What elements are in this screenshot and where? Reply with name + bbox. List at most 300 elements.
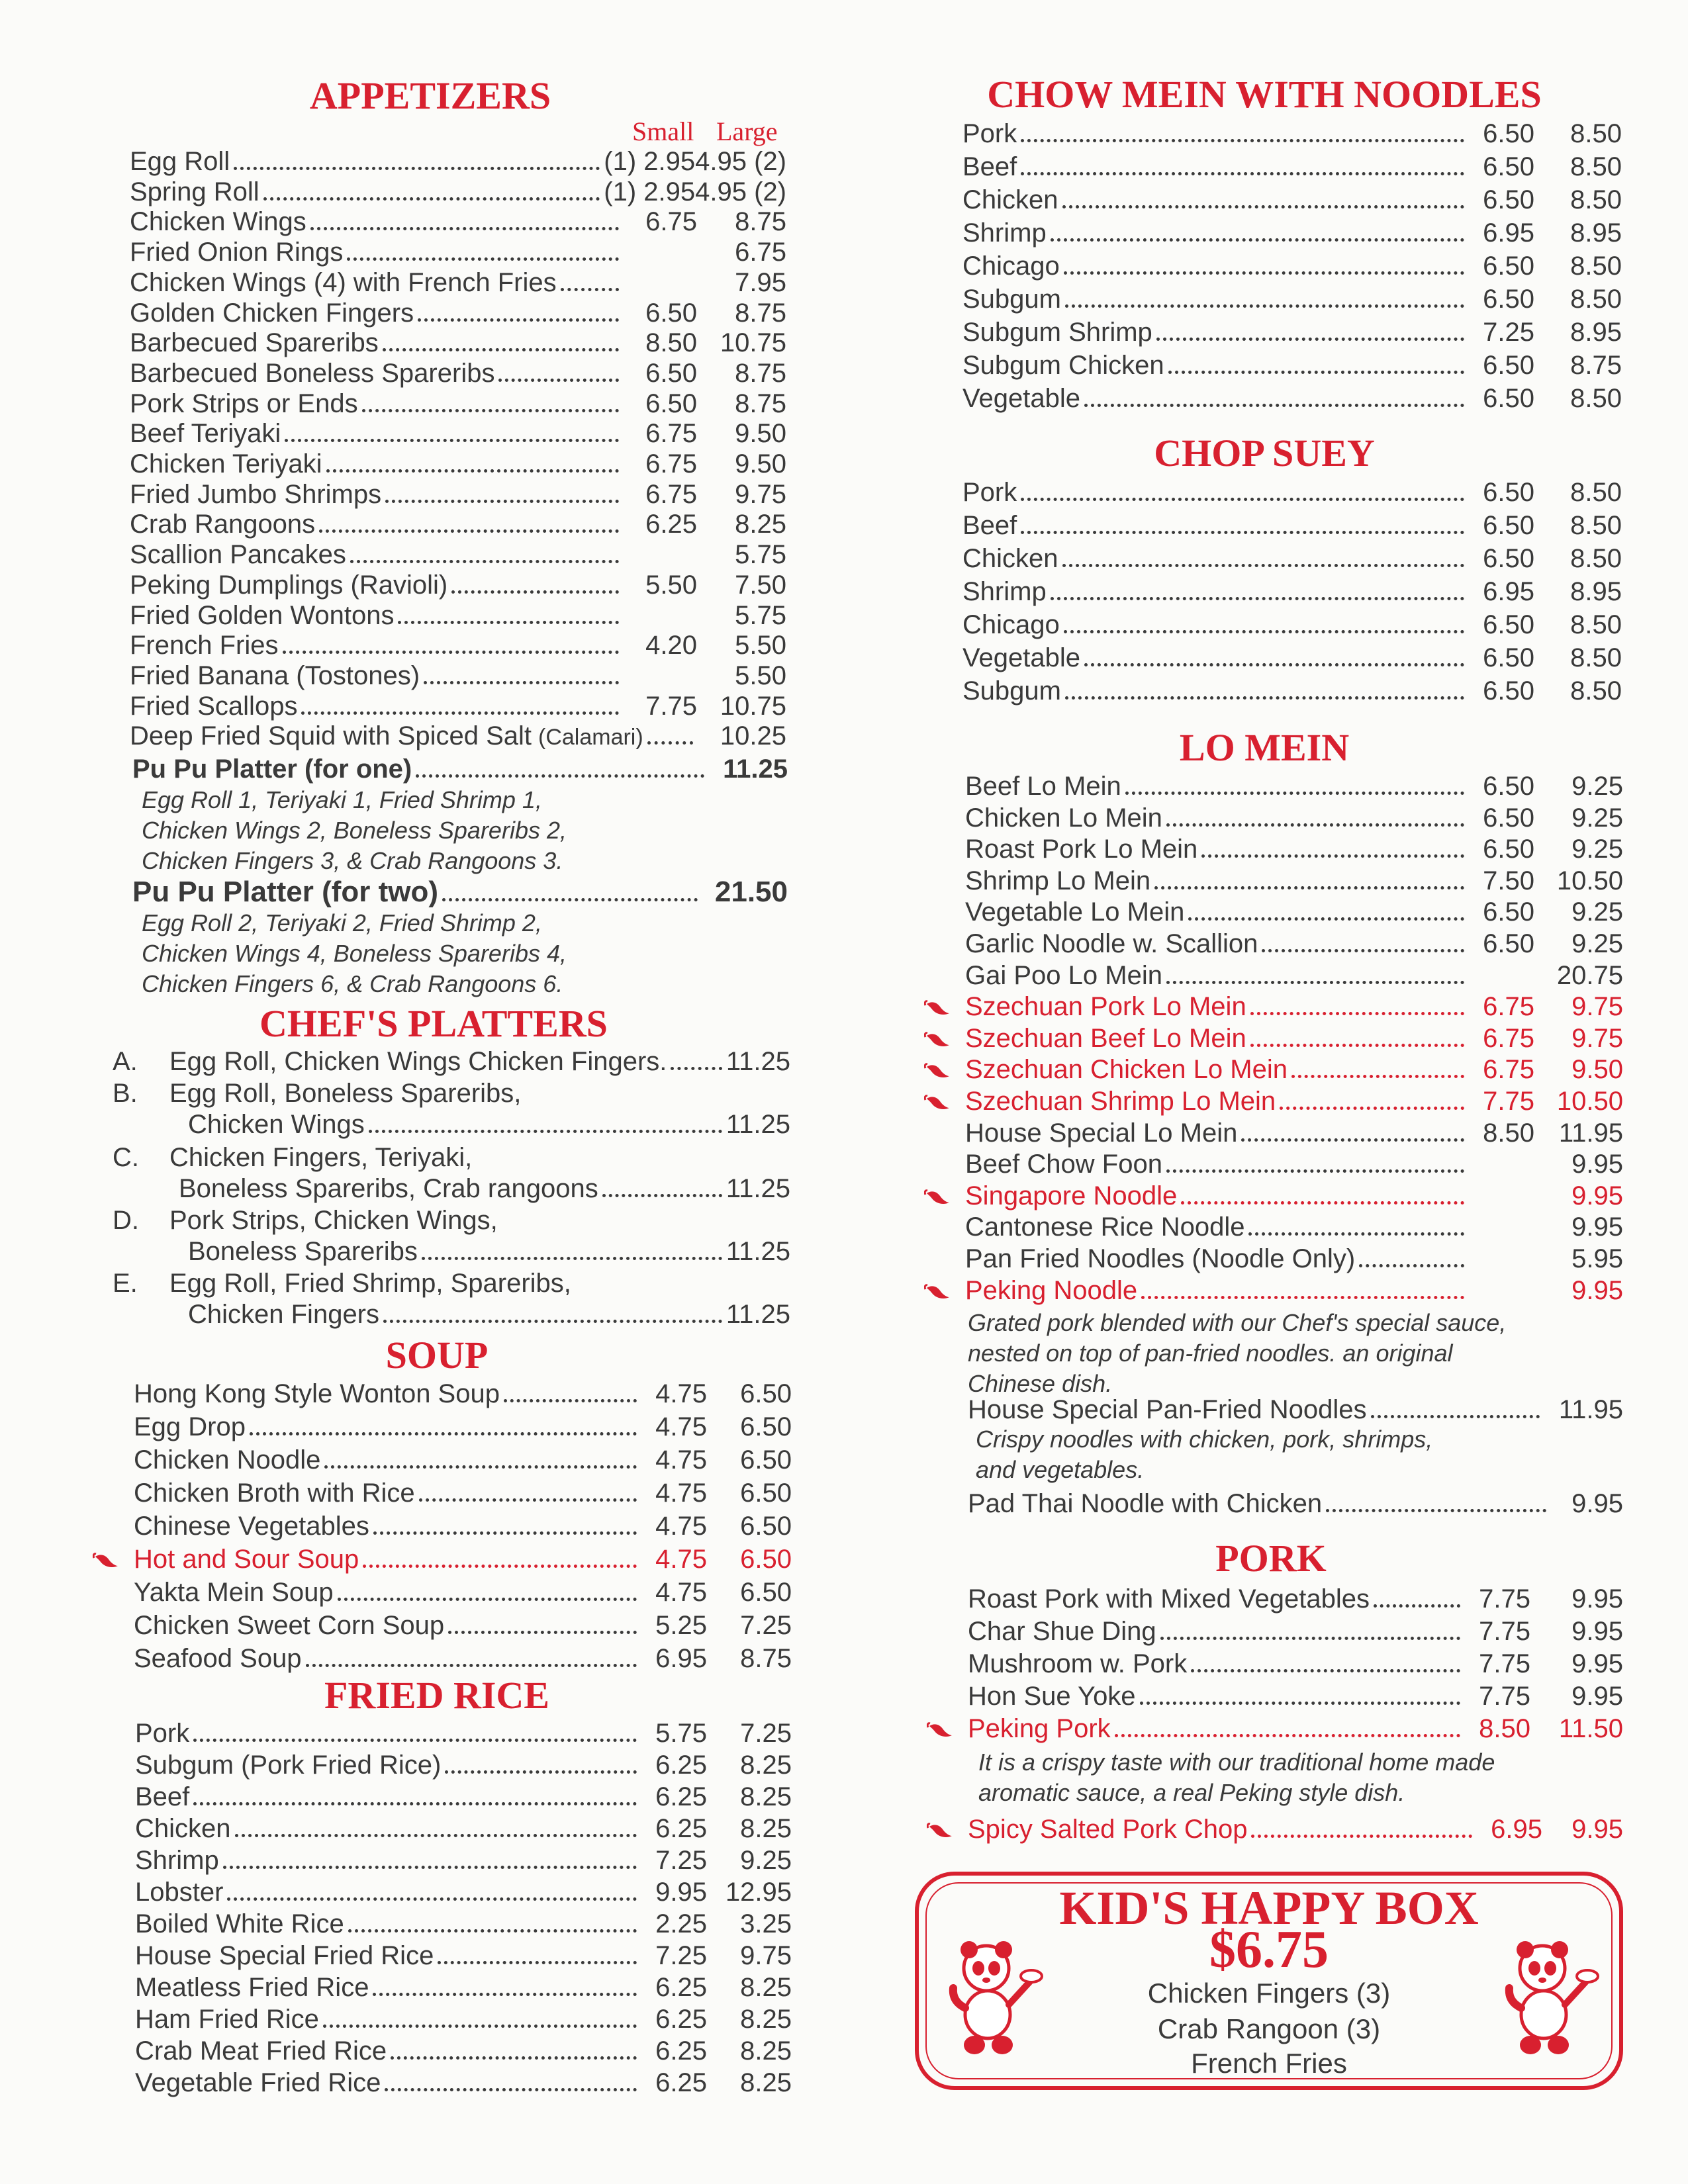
- price-large: 6.50: [740, 1379, 792, 1408]
- item-name: Egg Drop: [134, 1412, 246, 1441]
- price-large: 8.50: [1570, 610, 1622, 639]
- price-small: 4.75: [655, 1412, 707, 1441]
- item-name: Vegetable Lo Mein: [965, 897, 1185, 927]
- menu-item-row: [188, 1236, 790, 1267]
- item-name: Szechuan Pork Lo Mein: [965, 992, 1246, 1022]
- menu-item-row: [135, 1940, 792, 1972]
- chop-suey-heading: CHOP SUEY: [1154, 432, 1375, 475]
- menu-item-row: [965, 1275, 1623, 1306]
- size-small-label: Small: [632, 116, 694, 146]
- platter-letter: B.: [113, 1079, 138, 1108]
- menu-item-row: [134, 1477, 792, 1509]
- price-small: 6.50: [645, 298, 697, 328]
- kids-box-price: $6.75: [1209, 1921, 1329, 1979]
- item-name: Pork Strips or Ends: [130, 388, 358, 418]
- price-small: 7.75: [1479, 1617, 1530, 1646]
- item-name: Pork: [135, 1719, 190, 1748]
- price-large: 10.50: [1556, 866, 1623, 895]
- item-name: Chicken Broth with Rice: [134, 1479, 415, 1508]
- item-name: Golden Chicken Fingers: [130, 298, 414, 328]
- price-small: 6.50: [1483, 511, 1534, 540]
- menu-item-row: [965, 1148, 1623, 1180]
- item-description: Grated pork blended with our Chef's special sauce, nested on top of pan-fried noodles. an original Chinese dish.: [968, 1309, 1507, 1397]
- price: 11.25: [723, 754, 788, 784]
- leader-dots: [1168, 370, 1464, 374]
- menu-item-row: [130, 508, 786, 540]
- price-large: 5.50: [735, 660, 786, 690]
- price-small: 7.50: [1483, 866, 1534, 895]
- price-small: 6.25: [655, 2036, 707, 2066]
- item-name: Chicken Lo Mein: [965, 803, 1162, 833]
- platter-letter: E.: [113, 1269, 138, 1298]
- menu-item-row: [965, 1054, 1623, 1085]
- item-name: Chicken Noodle: [134, 1445, 321, 1475]
- price-large: 9.95: [1571, 1181, 1623, 1210]
- price-large: 9.95: [1571, 1649, 1623, 1678]
- leader-dots: [561, 287, 619, 291]
- price-large: 8.25: [735, 510, 786, 539]
- item-name: Shrimp: [962, 577, 1047, 606]
- leader-dots: [383, 1319, 722, 1323]
- menu-item-row: [132, 753, 788, 785]
- menu-item-row: [968, 1680, 1623, 1712]
- menu-item-row: [962, 184, 1622, 216]
- item-name: French Fries: [130, 631, 279, 660]
- leader-dots: [369, 1129, 722, 1133]
- price-small: 6.50: [1483, 351, 1534, 380]
- price-small: 6.75: [1483, 992, 1534, 1022]
- leader-dots: [1064, 271, 1464, 275]
- leader-dots: [418, 318, 619, 322]
- item-name: House Special Lo Mein: [965, 1118, 1238, 1148]
- price-small: 6.50: [1483, 251, 1534, 281]
- price-large: 7.95: [735, 267, 786, 297]
- price-large: 9.25: [1571, 803, 1623, 833]
- item-name: Szechuan Shrimp Lo Mein: [965, 1087, 1276, 1116]
- price-small: 6.50: [1483, 835, 1534, 864]
- item-description: Egg Roll 1, Teriyaki 1, Fried Shrimp 1, Chicken Wings 2, Boneless Spareribs 2, Chicken Fingers 3, & Crab Rangoons 3.: [142, 786, 567, 874]
- price-small: 6.50: [1483, 285, 1534, 314]
- menu-item-row: [965, 928, 1623, 960]
- item-name: Hong Kong Style Wonton Soup: [134, 1379, 500, 1408]
- item-name: Subgum: [962, 676, 1061, 705]
- menu-item-row: [965, 770, 1623, 802]
- item-name: Peking Noodle: [965, 1275, 1138, 1305]
- price-small: 6.25: [655, 1973, 707, 2002]
- price-large: 8.25: [740, 1973, 792, 2002]
- price-large: 10.75: [720, 691, 786, 721]
- item-description: It is a crispy taste with our traditional home made aromatic sauce, a real Peking style dish.: [978, 1749, 1495, 1806]
- item-name: Beef Chow Foon: [965, 1150, 1162, 1179]
- price-small: 6.50: [1483, 772, 1534, 801]
- leader-dots: [373, 1531, 637, 1535]
- item-note: (Calamari): [538, 725, 643, 751]
- price: 9.95: [1571, 1489, 1623, 1518]
- item-name: Egg Roll: [130, 147, 230, 176]
- item-name: Fried Scallops: [130, 691, 298, 721]
- menu-item-row: [130, 267, 786, 298]
- leader-dots: [1280, 1106, 1464, 1110]
- price-large: 9.75: [1571, 1023, 1623, 1053]
- price-large: 6.50: [740, 1479, 792, 1508]
- price: 11.25: [726, 1047, 790, 1076]
- leader-dots: [319, 529, 619, 533]
- kids-box-item: Crab Rangoon (3): [1157, 2013, 1381, 2044]
- price-large: 4.95 (2): [695, 147, 786, 176]
- item-name: Szechuan Chicken Lo Mein: [965, 1055, 1288, 1085]
- menu-item-row: [130, 690, 786, 722]
- leader-dots: [1371, 1414, 1540, 1418]
- price-large: 4.95 (2): [695, 177, 786, 206]
- leader-dots: [1160, 1636, 1460, 1640]
- kids-box-title: KID'S HAPPY BOX: [1059, 1882, 1479, 1934]
- price-small: 6.50: [1483, 643, 1534, 672]
- price-large: 8.50: [1570, 478, 1622, 507]
- chow-mein-heading: CHOW MEIN WITH NOODLES: [987, 73, 1542, 116]
- price-large: 6.50: [740, 1512, 792, 1541]
- menu-item-row: [169, 1046, 790, 1077]
- price-small: 6.75: [645, 207, 697, 237]
- panda-mascot-icon: [1501, 1935, 1601, 2061]
- price-small: 6.25: [655, 1751, 707, 1780]
- pepper-icon: [93, 1551, 119, 1570]
- leader-dots: [498, 378, 619, 382]
- item-name: Chicago: [962, 610, 1060, 639]
- item-name: Vegetable: [962, 384, 1080, 413]
- leader-dots: [1140, 1701, 1460, 1705]
- pepper-icon: [924, 1188, 951, 1206]
- price-large: 9.75: [740, 1941, 792, 1970]
- price-small: 6.25: [655, 2005, 707, 2034]
- leader-dots: [348, 1929, 637, 1933]
- leader-dots: [647, 741, 693, 745]
- leader-dots: [235, 1833, 637, 1837]
- leader-dots: [1141, 1295, 1464, 1299]
- item-name: House Special Pan-Fried Noodles: [968, 1395, 1367, 1424]
- item-name: Beef: [962, 152, 1017, 181]
- price-large: 9.95: [1571, 1682, 1623, 1711]
- pepper-icon: [924, 999, 951, 1017]
- price-small: 4.75: [655, 1512, 707, 1541]
- menu-item-row: [135, 1813, 792, 1844]
- leader-dots: [1065, 304, 1464, 308]
- price-large: 6.50: [740, 1412, 792, 1441]
- menu-item-row: [130, 327, 786, 359]
- price-small: 7.25: [655, 1941, 707, 1970]
- price-large: 8.75: [735, 358, 786, 388]
- item-name: Spring Roll: [130, 177, 259, 206]
- leader-dots: [1021, 138, 1464, 142]
- price-small: 5.50: [645, 570, 697, 600]
- price-small: 5.75: [655, 1719, 707, 1748]
- price-large: 8.50: [1570, 251, 1622, 281]
- price-large: 9.95: [1571, 1617, 1623, 1646]
- leader-dots: [1166, 980, 1464, 984]
- leader-dots: [373, 1992, 637, 1996]
- price-large: 20.75: [1556, 960, 1623, 990]
- price-small: 6.95: [1483, 218, 1534, 248]
- leader-dots: [227, 1897, 637, 1901]
- price-large: 10.50: [1556, 1087, 1623, 1116]
- leader-dots: [1250, 1043, 1464, 1047]
- item-name: Fried Banana (Tostones): [130, 660, 420, 690]
- price-small: 6.50: [645, 388, 697, 418]
- price-large: 9.25: [740, 1846, 792, 1875]
- leader-dots: [324, 1465, 637, 1469]
- leader-dots: [451, 590, 619, 594]
- price-small: 6.50: [645, 358, 697, 388]
- leader-dots: [442, 897, 698, 901]
- price-small: 7.25: [655, 1846, 707, 1875]
- leader-dots: [234, 166, 600, 170]
- leader-dots: [1051, 596, 1464, 600]
- menu-item-row: [962, 609, 1622, 641]
- price-large: 9.95: [1571, 1815, 1623, 1844]
- leader-dots: [1084, 662, 1464, 666]
- price-small: 4.75: [655, 1445, 707, 1475]
- item-name: Pu Pu Platter (for two): [132, 876, 438, 908]
- menu-item-row: [134, 1378, 792, 1410]
- price-small: 7.75: [1479, 1682, 1530, 1711]
- menu-item-row: [965, 1243, 1623, 1275]
- price-small: 6.50: [1483, 676, 1534, 705]
- price-large: 8.25: [740, 2068, 792, 2097]
- leader-dots: [1062, 205, 1464, 208]
- price-large: 8.50: [1570, 384, 1622, 413]
- leader-dots: [602, 1193, 722, 1197]
- leader-dots: [306, 1663, 637, 1667]
- price-large: 8.25: [740, 1782, 792, 1811]
- menu-item-row: [965, 1085, 1623, 1117]
- leader-dots: [1241, 1138, 1464, 1142]
- menu-item-row: [965, 833, 1623, 865]
- price-small: (1) 2.95: [604, 177, 696, 206]
- leader-dots: [448, 1630, 637, 1634]
- price-large: 8.75: [735, 207, 786, 237]
- price-large: 8.25: [740, 2036, 792, 2066]
- price-large: 12.95: [725, 1878, 792, 1907]
- price-large: 8.25: [740, 2005, 792, 2034]
- item-name: Garlic Noodle w. Scallion: [965, 929, 1258, 958]
- price-large: 10.75: [720, 328, 786, 358]
- menu-item-row: [134, 1610, 792, 1641]
- item-name: Spicy Salted Pork Chop: [968, 1815, 1248, 1844]
- price-small: 7.75: [645, 691, 697, 721]
- price-large: 3.25: [740, 1909, 792, 1938]
- leader-dots: [1291, 1074, 1464, 1078]
- menu-item-row: [130, 206, 786, 238]
- item-name: Shrimp: [135, 1846, 219, 1875]
- menu-item-row: [130, 448, 786, 480]
- price-small: 2.25: [655, 1909, 707, 1938]
- platter-letter: C.: [113, 1143, 139, 1172]
- menu-item-row: [135, 2067, 792, 2099]
- item-name: Lobster: [135, 1878, 224, 1907]
- item-name: Pork: [962, 119, 1017, 148]
- price-large: 10.25: [720, 721, 786, 751]
- menu-item-row: [130, 418, 786, 449]
- item-name: Hot and Sour Soup: [134, 1545, 359, 1574]
- item-name: Scallion Pancakes: [130, 540, 346, 570]
- price-small: 6.50: [1483, 478, 1534, 507]
- price-large: 9.75: [1571, 992, 1623, 1022]
- price-large: 5.75: [735, 600, 786, 630]
- price-large: 6.50: [740, 1545, 792, 1574]
- leader-dots: [385, 2087, 637, 2091]
- leader-dots: [1166, 823, 1464, 827]
- menu-item-row: [135, 2035, 792, 2067]
- price-large: 7.50: [735, 570, 786, 600]
- leader-dots: [283, 650, 620, 654]
- item-name: Shrimp Lo Mein: [965, 866, 1151, 895]
- price-large: 8.95: [1570, 218, 1622, 248]
- price-large: 11.95: [1558, 1118, 1623, 1148]
- price: 21.50: [714, 876, 788, 908]
- price-small: 4.20: [645, 631, 697, 660]
- price-large: 8.50: [1570, 643, 1622, 672]
- menu-item-row: [962, 576, 1622, 608]
- price-large: 8.50: [1570, 285, 1622, 314]
- menu-item-row: [135, 1972, 792, 2003]
- leader-dots: [1262, 948, 1464, 952]
- price-small: 6.75: [645, 479, 697, 509]
- menu-item-row: [962, 543, 1622, 574]
- menu-item-row: [962, 151, 1622, 183]
- item-name: Subgum (Pork Fried Rice): [135, 1751, 442, 1780]
- platter-description: Egg Roll, Fried Shrimp, Spareribs,: [169, 1269, 571, 1298]
- price-large: 5.95: [1571, 1244, 1623, 1273]
- item-name: Chicken Wings (4) with French Fries: [130, 267, 557, 297]
- leader-dots: [1062, 563, 1464, 567]
- platter-letter: D.: [113, 1206, 139, 1235]
- menu-item-row: [134, 1510, 792, 1542]
- leader-dots: [338, 1597, 637, 1601]
- price-large: 9.25: [1571, 772, 1623, 801]
- price-large: 9.75: [735, 479, 786, 509]
- platter-description: Egg Roll, Chicken Wings Chicken Fingers.: [169, 1047, 667, 1076]
- lo-mein-heading: LO MEIN: [1179, 726, 1350, 769]
- leader-dots: [310, 226, 619, 230]
- item-name: Ham Fried Rice: [135, 2005, 319, 2034]
- item-name: Beef Lo Mein: [965, 772, 1121, 801]
- price-large: 8.50: [1570, 119, 1622, 148]
- appetizers-heading: APPETIZERS: [309, 74, 551, 117]
- price-small: 4.75: [655, 1379, 707, 1408]
- item-name: Pork: [962, 478, 1017, 507]
- menu-item-row: [188, 1109, 790, 1140]
- menu-item-row: [130, 357, 786, 389]
- menu-item-row: [134, 1543, 792, 1575]
- menu-item-row: [968, 1394, 1623, 1426]
- price-large: 8.95: [1570, 318, 1622, 347]
- menu-item-row: [130, 660, 786, 692]
- item-name: Vegetable Fried Rice: [135, 2068, 381, 2097]
- item-name: Peking Pork: [968, 1714, 1111, 1743]
- menu-item-row: [965, 991, 1623, 1023]
- item-name: Beef Teriyaki: [130, 419, 281, 449]
- item-name: Boiled White Rice: [135, 1909, 344, 1938]
- price-large: 5.50: [735, 631, 786, 660]
- item-name: Crab Rangoons: [130, 510, 316, 539]
- menu-item-row: [130, 478, 786, 510]
- price-large: 6.50: [740, 1445, 792, 1475]
- menu-item-row: [965, 1180, 1623, 1212]
- leader-dots: [326, 469, 620, 473]
- leader-dots: [391, 2056, 637, 2060]
- menu-item-row: [965, 896, 1623, 928]
- leader-dots: [1251, 1834, 1472, 1838]
- price-large: 9.25: [1571, 929, 1623, 958]
- price-large: 7.25: [740, 1719, 792, 1748]
- leader-dots: [1084, 403, 1464, 407]
- menu-item-row: [130, 297, 786, 329]
- price-large: 6.50: [740, 1578, 792, 1607]
- item-name: Chicken Wings: [130, 207, 306, 237]
- price-small: 6.50: [1483, 610, 1534, 639]
- menu-item-row: [968, 1648, 1623, 1680]
- price: 11.25: [726, 1300, 790, 1329]
- price: 11.25: [726, 1174, 790, 1203]
- item-name: Seafood Soup: [134, 1644, 302, 1673]
- leader-dots: [1201, 854, 1464, 858]
- menu-item-row: [965, 802, 1623, 834]
- menu-item-row: [962, 217, 1622, 249]
- price-small: 6.25: [655, 1782, 707, 1811]
- item-name: Barbecued Spareribs: [130, 328, 379, 358]
- price-large: 9.25: [1571, 897, 1623, 927]
- price-large: 8.75: [735, 298, 786, 328]
- item-name: Cantonese Rice Noodle: [965, 1212, 1245, 1242]
- price-large: 9.50: [735, 449, 786, 478]
- menu-item-row: [962, 642, 1622, 674]
- leader-dots: [193, 1738, 637, 1742]
- price-large: 9.95: [1571, 1150, 1623, 1179]
- leader-dots: [1374, 1604, 1460, 1608]
- price-large: 5.75: [735, 540, 786, 570]
- price-small: 6.50: [1483, 152, 1534, 181]
- menu-item-row: [965, 865, 1623, 897]
- leader-dots: [1181, 1201, 1464, 1205]
- leader-dots: [416, 774, 704, 778]
- menu-item-row: [962, 477, 1622, 508]
- item-name: Beef: [135, 1782, 190, 1811]
- price-large: 9.95: [1571, 1584, 1623, 1614]
- price-small: 4.75: [655, 1578, 707, 1607]
- menu-item-row: [134, 1576, 792, 1608]
- price-small: 6.75: [645, 419, 697, 449]
- menu-item-row: [135, 1749, 792, 1781]
- price-large: 8.50: [1570, 544, 1622, 573]
- price-large: 8.50: [1570, 152, 1622, 181]
- price-small: 6.75: [1483, 1023, 1534, 1053]
- leader-dots: [385, 499, 619, 503]
- item-name: Hon Sue Yoke: [968, 1682, 1136, 1711]
- leader-dots: [1326, 1508, 1546, 1512]
- leader-dots: [1125, 791, 1464, 795]
- price-small: 7.25: [1483, 318, 1534, 347]
- leader-dots: [285, 438, 619, 442]
- menu-item-row: [134, 1643, 792, 1674]
- menu-item-row: [968, 1813, 1623, 1845]
- menu-item-row: [130, 176, 786, 208]
- item-name: Beef: [962, 511, 1017, 540]
- platter-description: Boneless Spareribs: [188, 1237, 418, 1266]
- leader-dots: [1064, 629, 1464, 633]
- platter-description: Boneless Spareribs, Crab rangoons: [179, 1174, 598, 1203]
- item-name: Chicken: [135, 1814, 231, 1843]
- price-small: 6.95: [1491, 1815, 1542, 1844]
- item-name: Pan Fried Noodles (Noodle Only): [965, 1244, 1356, 1273]
